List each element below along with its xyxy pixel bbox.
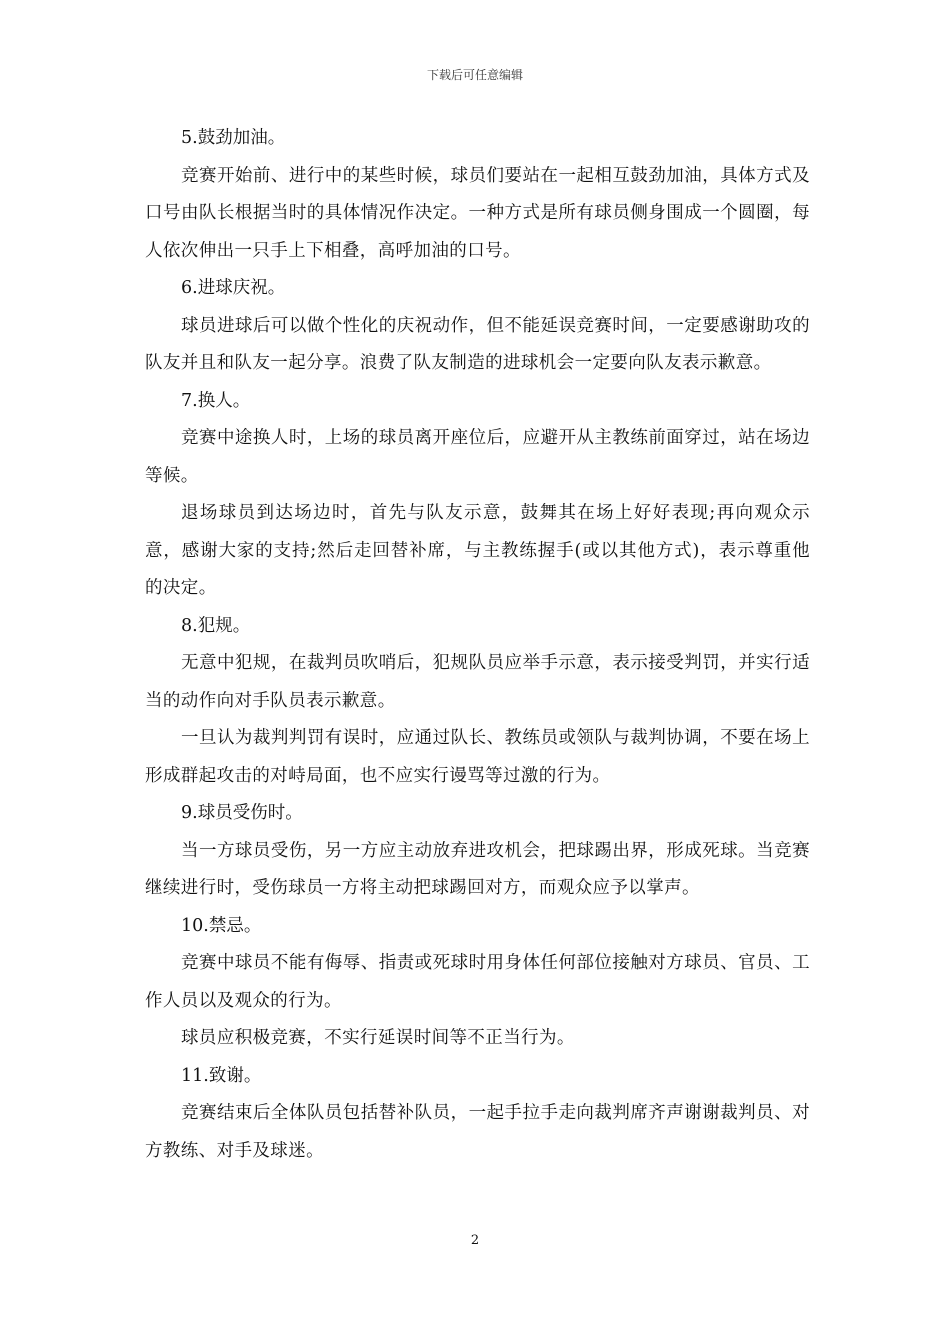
paragraph: 竞赛中球员不能有侮辱、指责或死球时用身体任何部位接触对方球员、官员、工作人员以及观众的行为。 xyxy=(145,953,810,1011)
paragraph: 一旦认为裁判判罚有误时，应通过队长、教练员或领队与裁判协调，不要在场上形成群起攻击的对峙局面，也不应实行谩骂等过激的行为。 xyxy=(145,728,810,786)
section-heading-8: 8.犯规。 xyxy=(181,615,251,636)
paragraph: 球员应积极竞赛，不实行延误时间等不正当行为。 xyxy=(181,1028,575,1048)
paragraph: 竞赛开始前、进行中的某些时候，球员们要站在一起相互鼓劲加油，具体方式及口号由队长根据当时的具体情况作决定。一种方式是所有球员侧身围成一个圆圈，每人依次伸出一只手上下相叠，高呼加油的口号。 xyxy=(145,165,810,261)
section-heading-7: 7.换人。 xyxy=(181,390,251,411)
document-body xyxy=(145,120,810,1170)
page-number: 2 xyxy=(470,1233,480,1248)
paragraph: 竞赛结束后全体队员包括替补队员，一起手拉手走向裁判席齐声谢谢裁判员、对方教练、对手及球迷。 xyxy=(145,1103,810,1161)
paragraph: 球员进球后可以做个性化的庆祝动作，但不能延误竞赛时间，一定要感谢助攻的队友并且和队友一起分享。浪费了队友制造的进球机会一定要向队友表示歉意。 xyxy=(145,315,810,373)
section-heading-9: 9.球员受伤时。 xyxy=(181,803,303,823)
section-heading-11: 11.致谢。 xyxy=(181,1065,262,1086)
section-heading-5: 5.鼓劲加油。 xyxy=(181,128,286,148)
page-header: 下载后可任意编辑 xyxy=(426,68,523,82)
paragraph: 无意中犯规，在裁判员吹哨后，犯规队员应举手示意，表示接受判罚，并实行适当的动作向对手队员表示歉意。 xyxy=(145,653,810,711)
paragraph: 当一方球员受伤，另一方应主动放弃进攻机会，把球踢出界，形成死球。当竞赛继续进行时，受伤球员一方将主动把球踢回对方，而观众应予以掌声。 xyxy=(145,840,810,898)
paragraph: 退场球员到达场边时，首先与队友示意，鼓舞其在场上好好表现;再向观众示意，感谢大家的支持;然后走回替补席，与主教练握手(或以其他方式)，表示尊重他的决定。 xyxy=(145,503,810,598)
section-heading-10: 10.禁忌。 xyxy=(181,915,262,936)
paragraph: 竞赛中途换人时，上场的球员离开座位后，应避开从主教练前面穿过，站在场边等候。 xyxy=(145,428,810,486)
section-heading-6: 6.进球庆祝。 xyxy=(181,278,286,298)
